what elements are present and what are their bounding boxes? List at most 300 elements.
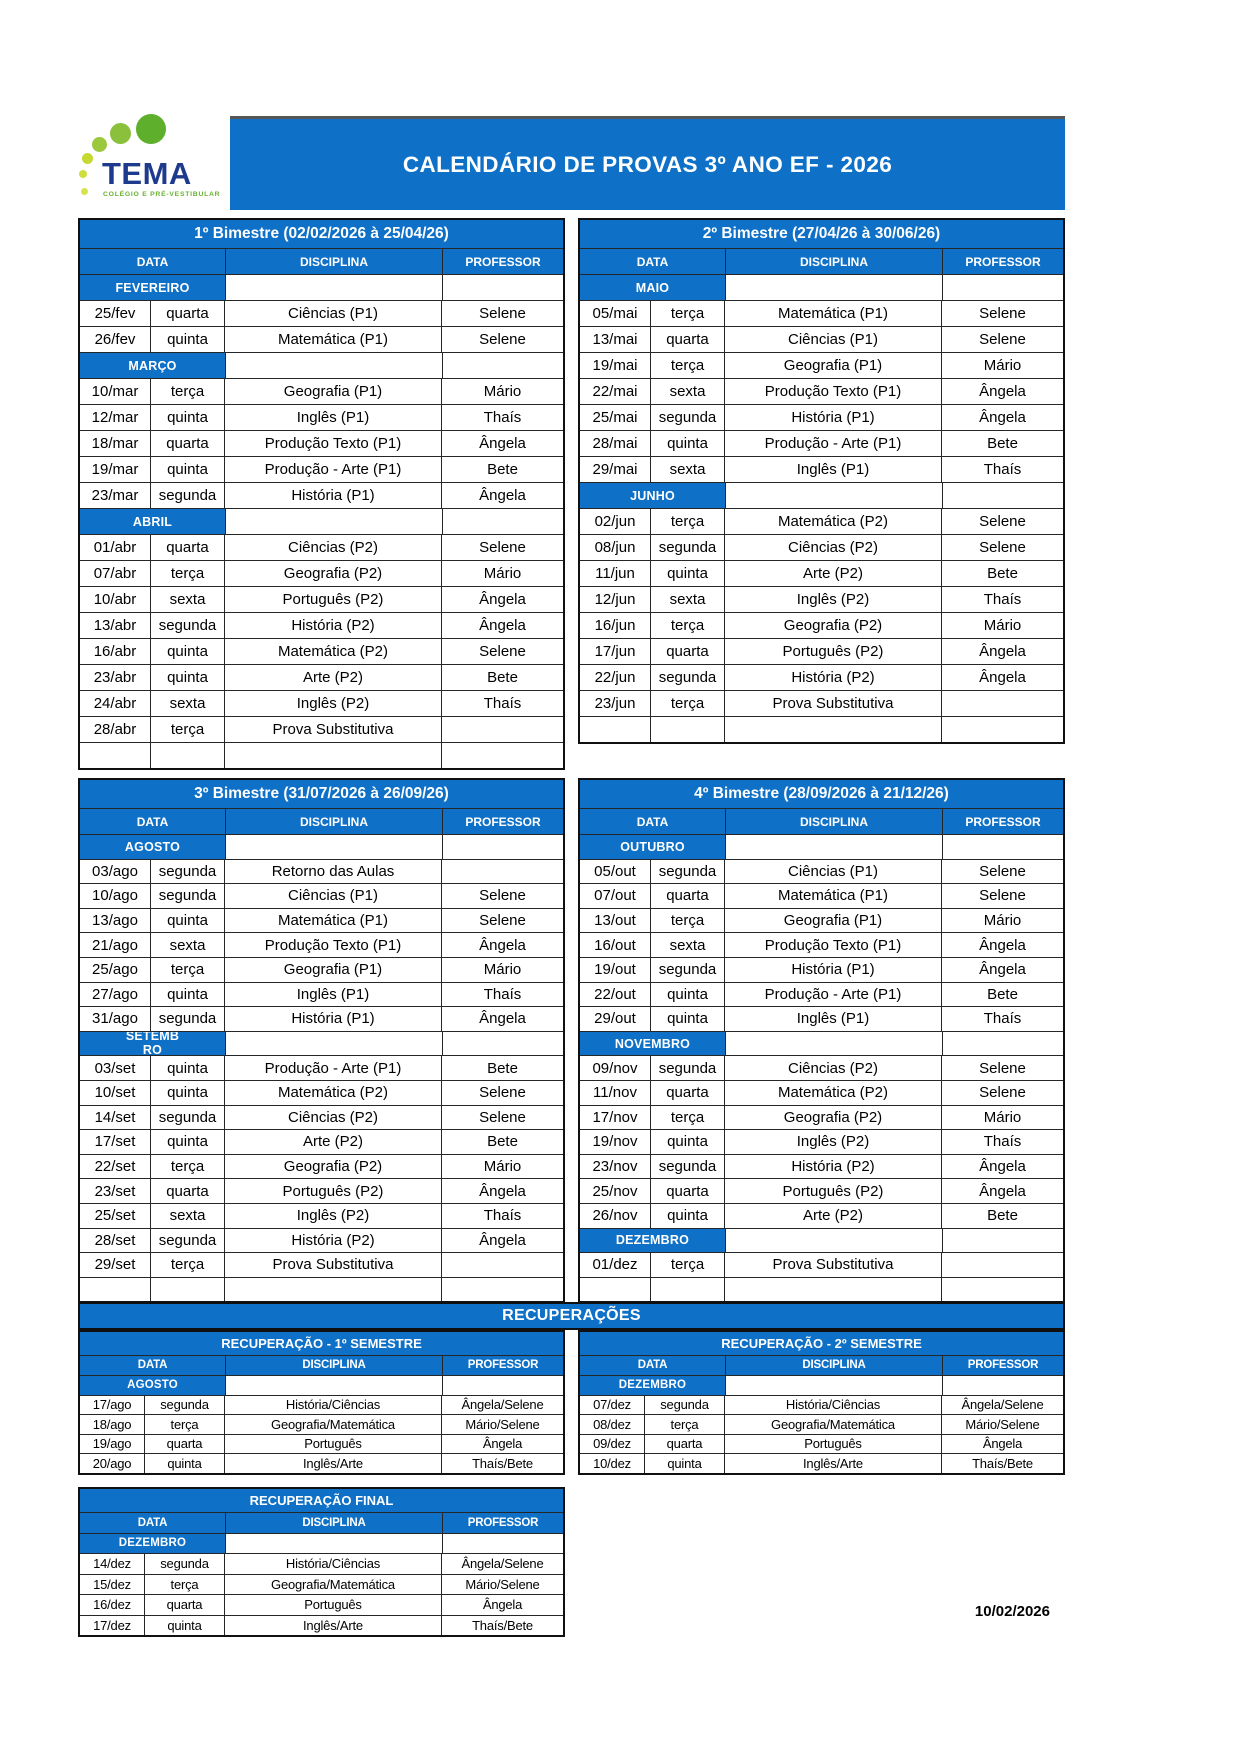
bimestre-3-table (78, 778, 565, 1303)
recuperacao-1-semestre-table (78, 1330, 565, 1475)
exam-weekday-cell: segunda (650, 405, 724, 430)
exam-subject-cell: Português (724, 1435, 941, 1454)
exam-weekday-cell: quinta (650, 1007, 724, 1031)
exam-date-cell: 17/set (94, 1133, 136, 1151)
month-cell: NOVEMBRO (580, 1032, 725, 1056)
exam-date-cell: 10/mar (91, 383, 139, 400)
exam-weekday-cell: terça (144, 1575, 224, 1595)
column-header-professor: PROFESSOR (442, 809, 563, 834)
table-row (80, 430, 563, 456)
exam-teacher-cell: Selene (441, 1106, 563, 1130)
exam-teacher-cell: Ângela (941, 665, 1063, 690)
exam-date-cell: 26/nov (592, 1207, 638, 1225)
month-row (80, 352, 563, 378)
column-header-professor: PROFESSOR (442, 1356, 563, 1375)
exam-date-cell: 25/mai (592, 409, 638, 426)
empty-cell (941, 717, 1063, 742)
column-header-disciplina: DISCIPLINA (225, 249, 442, 274)
logo-dot (136, 114, 166, 144)
exam-teacher-cell: Ângela/Selene (441, 1554, 563, 1574)
exam-subject-cell: Geografia (P1) (224, 379, 441, 404)
exam-teacher-cell: Thaís (941, 457, 1063, 482)
empty-cell (80, 743, 150, 768)
exam-weekday-cell: quarta (150, 1179, 224, 1203)
exam-weekday-cell: segunda (650, 1155, 724, 1179)
exam-date-cell: 23/set (94, 1182, 136, 1200)
table-row (580, 690, 1063, 716)
logo-dot (110, 123, 131, 144)
column-header-disciplina: DISCIPLINA (725, 1356, 942, 1375)
exam-date-cell: 23/abr (93, 669, 137, 686)
logo-text: TEMA (102, 156, 192, 191)
exam-teacher-cell: Selene (941, 1081, 1063, 1105)
empty-cell (725, 275, 942, 300)
table-row (80, 664, 563, 690)
exam-subject-cell: Matemática (P2) (224, 639, 441, 664)
table-row (580, 1395, 1063, 1415)
month-row (80, 1031, 563, 1056)
empty-row (580, 716, 1063, 742)
exam-weekday-cell: segunda (150, 483, 224, 508)
exam-weekday-cell: quarta (650, 1179, 724, 1203)
table-row (580, 1129, 1063, 1154)
table-row (580, 1105, 1063, 1130)
exam-teacher-cell: Thaís (441, 691, 563, 716)
empty-cell (724, 717, 941, 742)
exam-weekday-cell: segunda (150, 1007, 224, 1031)
logo-dot (79, 170, 87, 178)
exam-weekday-cell: terça (144, 1415, 224, 1434)
month-row (580, 1228, 1063, 1253)
exam-subject-cell: Matemática (P1) (724, 301, 941, 326)
exam-weekday-cell: terça (150, 1253, 224, 1277)
exam-subject-cell: Matemática (P1) (724, 884, 941, 908)
table-title: RECUPERAÇÃO FINAL (80, 1489, 563, 1512)
exam-date-cell: 18/mar (91, 435, 139, 452)
exam-date-cell: 23/nov (592, 1158, 638, 1176)
table-row (80, 612, 563, 638)
exam-subject-cell: História (P2) (224, 613, 441, 638)
exam-subject-cell: Português (P2) (224, 587, 441, 612)
table-row (580, 1414, 1063, 1434)
exam-subject-cell: História (P2) (724, 1155, 941, 1179)
exam-date-cell: 25/ago (92, 961, 138, 979)
exam-subject-cell: Arte (P2) (224, 1130, 441, 1154)
table-row (580, 1055, 1063, 1080)
exam-weekday-cell: segunda (150, 1106, 224, 1130)
table-row (580, 982, 1063, 1007)
exam-teacher-cell: Ângela (441, 613, 563, 638)
exam-weekday-cell: quarta (650, 1081, 724, 1105)
exam-weekday-cell: quinta (644, 1454, 724, 1473)
table-row (80, 1414, 563, 1434)
exam-date-cell: 01/abr (93, 539, 137, 556)
table-row (580, 1006, 1063, 1031)
table-row (580, 508, 1063, 534)
month-row (580, 1375, 1063, 1395)
table-row (80, 883, 563, 908)
exam-date-cell: 19/mar (91, 461, 139, 478)
exam-teacher-cell: Ângela (941, 1435, 1063, 1454)
exam-weekday-cell: quinta (144, 1454, 224, 1473)
table-header-row (80, 248, 563, 274)
exam-subject-cell: Ciências (P2) (224, 535, 441, 560)
table-row (580, 1178, 1063, 1203)
exam-date-cell: 16/abr (93, 643, 137, 660)
recuperacao-2-semestre-table (578, 1330, 1065, 1475)
empty-cell (442, 1376, 563, 1395)
exam-date-cell: 15/dez (93, 1576, 131, 1592)
exam-date-cell: 28/abr (93, 721, 137, 738)
logo-tagline: COLÉGIO E PRÉ-VESTIBULAR (103, 191, 221, 198)
exam-teacher-cell: Selene (941, 509, 1063, 534)
exam-weekday-cell: segunda (650, 1056, 724, 1080)
exam-weekday-cell: terça (644, 1415, 724, 1434)
exam-weekday-cell: segunda (144, 1554, 224, 1574)
exam-subject-cell: Ciências (P1) (724, 860, 941, 884)
month-cell: AGOSTO (80, 1376, 225, 1395)
exam-teacher-cell (441, 860, 563, 884)
column-header-disciplina: DISCIPLINA (225, 1356, 442, 1375)
column-header-data: DATA (580, 809, 725, 834)
empty-cell (942, 483, 1063, 508)
exam-teacher-cell: Selene (441, 909, 563, 933)
empty-cell (941, 1278, 1063, 1302)
exam-date-cell: 01/dez (592, 1256, 638, 1274)
exam-teacher-cell: Bete (441, 1056, 563, 1080)
exam-date-cell: 17/dez (93, 1617, 131, 1633)
exam-subject-cell: Geografia/Matemática (224, 1575, 441, 1595)
exam-weekday-cell: segunda (150, 613, 224, 638)
bimestre-1-table (78, 218, 565, 770)
exam-teacher-cell: Ângela (941, 1155, 1063, 1179)
exam-date-cell: 07/dez (593, 1397, 631, 1413)
empty-cell (942, 275, 1063, 300)
exam-date-cell: 11/nov (593, 1084, 637, 1102)
table-row (80, 1154, 563, 1179)
exam-teacher-cell: Mário (441, 561, 563, 586)
exam-date-cell: 19/out (594, 961, 636, 979)
table-row (580, 859, 1063, 884)
table-row (80, 1395, 563, 1415)
empty-cell (650, 717, 724, 742)
exam-subject-cell: Matemática (P1) (224, 327, 441, 352)
column-header-professor: PROFESSOR (442, 1513, 563, 1533)
exam-teacher-cell: Ângela (941, 933, 1063, 957)
exam-date-cell: 08/jun (594, 539, 636, 556)
exam-date-cell: 08/dez (593, 1416, 631, 1432)
month-row (80, 834, 563, 859)
month-cell: MAIO (580, 275, 725, 300)
exam-date-cell: 23/mar (91, 487, 139, 504)
month-cell: DEZEMBRO (80, 1534, 225, 1554)
empty-cell (441, 743, 563, 768)
exam-date-cell: 22/mai (592, 383, 638, 400)
empty-cell (724, 1278, 941, 1302)
exam-weekday-cell: quinta (650, 561, 724, 586)
month-row (80, 1533, 563, 1554)
exam-subject-cell: Produção Texto (P1) (224, 933, 441, 957)
exam-weekday-cell: quinta (650, 1204, 724, 1228)
table-row (80, 1105, 563, 1130)
table-row (80, 1006, 563, 1031)
recuperacao-final-table (78, 1487, 565, 1637)
exam-date-cell: 16/jun (594, 617, 636, 634)
exam-teacher-cell: Ângela (441, 933, 563, 957)
exam-teacher-cell: Mário (441, 379, 563, 404)
table-row (580, 664, 1063, 690)
exam-date-cell: 29/set (94, 1256, 136, 1274)
exam-weekday-cell: quinta (150, 665, 224, 690)
exam-teacher-cell: Ângela (441, 1229, 563, 1253)
exam-subject-cell: Produção Texto (P1) (724, 379, 941, 404)
exam-date-cell: 12/mar (91, 409, 139, 426)
exam-date-cell: 19/mai (592, 357, 638, 374)
table-row (80, 908, 563, 933)
exam-teacher-cell: Bete (941, 1204, 1063, 1228)
exam-subject-cell: Português (224, 1595, 441, 1615)
recuperacoes-banner-label: RECUPERAÇÕES (502, 1307, 641, 1324)
exam-weekday-cell: terça (650, 613, 724, 638)
exam-subject-cell: Geografia (P2) (724, 1106, 941, 1130)
table-row (80, 1178, 563, 1203)
exam-subject-cell: Português (224, 1435, 441, 1454)
exam-date-cell: 22/out (594, 985, 636, 1003)
exam-teacher-cell: Bete (441, 1130, 563, 1154)
exam-weekday-cell: sexta (150, 1204, 224, 1228)
empty-cell (442, 1534, 563, 1554)
exam-date-cell: 25/fev (94, 305, 136, 322)
exam-subject-cell: Prova Substitutiva (224, 717, 441, 742)
exam-subject-cell: Ciências (P1) (224, 301, 441, 326)
empty-cell (942, 1229, 1063, 1253)
exam-teacher-cell: Selene (941, 860, 1063, 884)
exam-weekday-cell: terça (650, 1106, 724, 1130)
exam-teacher-cell: Selene (441, 1081, 563, 1105)
month-cell: ABRIL (80, 509, 225, 534)
exam-date-cell: 27/ago (92, 985, 138, 1003)
table-row (80, 1574, 563, 1595)
page-title: CALENDÁRIO DE PROVAS 3º ANO EF - 2026 (402, 151, 893, 177)
exam-weekday-cell: terça (650, 301, 724, 326)
table-header-row (80, 1355, 563, 1375)
exam-date-cell: 10/ago (92, 887, 138, 905)
column-header-data: DATA (580, 1356, 725, 1375)
exam-date-cell: 13/out (594, 912, 636, 930)
exam-weekday-cell: quinta (150, 1056, 224, 1080)
exam-subject-cell: Geografia/Matemática (224, 1415, 441, 1434)
month-cell: MARÇO (80, 353, 225, 378)
table-row (80, 690, 563, 716)
exam-subject-cell: Inglês (P1) (724, 457, 941, 482)
exam-teacher-cell: Bete (941, 983, 1063, 1007)
empty-cell (725, 1376, 942, 1395)
table-row (80, 326, 563, 352)
exam-subject-cell: Produção Texto (P1) (724, 933, 941, 957)
exam-subject-cell: Inglês (P2) (224, 691, 441, 716)
table-row (580, 560, 1063, 586)
exam-date-cell: 28/set (94, 1231, 136, 1249)
exam-date-cell: 11/jun (595, 565, 635, 582)
school-logo (78, 114, 230, 198)
exam-teacher-cell: Ângela (441, 1179, 563, 1203)
exam-teacher-cell: Ângela (941, 405, 1063, 430)
empty-cell (725, 1229, 942, 1253)
exam-teacher-cell: Mário/Selene (441, 1575, 563, 1595)
exam-subject-cell: Inglês (P1) (724, 1007, 941, 1031)
column-header-disciplina: DISCIPLINA (225, 809, 442, 834)
table-row (80, 1203, 563, 1228)
table-row (80, 300, 563, 326)
exam-weekday-cell: quarta (144, 1435, 224, 1454)
column-header-professor: PROFESSOR (942, 249, 1063, 274)
empty-cell (225, 275, 442, 300)
exam-date-cell: 28/mai (592, 435, 638, 452)
month-cell: FEVEREIRO (80, 275, 225, 300)
table-row (580, 404, 1063, 430)
table-row (580, 326, 1063, 352)
exam-teacher-cell: Selene (441, 639, 563, 664)
exam-teacher-cell: Mário (941, 909, 1063, 933)
exam-date-cell: 20/ago (92, 1455, 132, 1471)
empty-cell (225, 835, 442, 859)
exam-weekday-cell: quinta (650, 983, 724, 1007)
month-cell: AGOSTO (80, 835, 225, 859)
bimestre-2-table (578, 218, 1065, 744)
exam-date-cell: 25/nov (592, 1182, 638, 1200)
exam-weekday-cell: terça (650, 509, 724, 534)
table-row (580, 1203, 1063, 1228)
table-row (80, 957, 563, 982)
exam-weekday-cell: terça (650, 1253, 724, 1277)
table-row (580, 456, 1063, 482)
footer-date: 10/02/2026 (974, 1603, 1050, 1620)
exam-weekday-cell: quinta (150, 457, 224, 482)
exam-teacher-cell: Ângela (441, 587, 563, 612)
table-row (580, 612, 1063, 638)
logo-dot (82, 153, 93, 164)
exam-subject-cell: Produção - Arte (P1) (224, 1056, 441, 1080)
exam-teacher-cell (441, 717, 563, 742)
exam-subject-cell: Geografia (P2) (224, 561, 441, 586)
exam-subject-cell: Português (P2) (724, 639, 941, 664)
column-header-professor: PROFESSOR (442, 249, 563, 274)
exam-date-cell: 29/out (594, 1010, 636, 1028)
exam-date-cell: 14/set (94, 1108, 136, 1126)
table-row (80, 586, 563, 612)
table-row (580, 1252, 1063, 1277)
month-row (580, 1031, 1063, 1056)
exam-date-cell: 31/ago (92, 1010, 138, 1028)
empty-cell (942, 835, 1063, 859)
month-row (580, 274, 1063, 300)
exam-weekday-cell: terça (150, 958, 224, 982)
exam-teacher-cell: Thaís (941, 1130, 1063, 1154)
table-row (80, 982, 563, 1007)
table-row (80, 482, 563, 508)
exam-subject-cell: Geografia (P1) (724, 353, 941, 378)
empty-cell (442, 1032, 563, 1056)
exam-date-cell: 29/mai (592, 461, 638, 478)
exam-teacher-cell (941, 691, 1063, 716)
empty-row (80, 742, 563, 768)
table-title: 4º Bimestre (28/09/2026 à 21/12/26) (580, 780, 1063, 808)
exam-subject-cell: Produção - Arte (P1) (724, 431, 941, 456)
exam-teacher-cell: Bete (441, 665, 563, 690)
table-row (580, 352, 1063, 378)
exam-date-cell: 14/dez (93, 1556, 131, 1572)
exam-teacher-cell: Bete (941, 431, 1063, 456)
exam-subject-cell: Arte (P2) (724, 561, 941, 586)
exam-subject-cell: História (P1) (224, 483, 441, 508)
exam-subject-cell: Produção Texto (P1) (224, 431, 441, 456)
exam-teacher-cell: Selene (941, 884, 1063, 908)
exam-weekday-cell: quinta (150, 1081, 224, 1105)
exam-date-cell: 23/jun (594, 695, 636, 712)
exam-weekday-cell: quinta (650, 1130, 724, 1154)
table-row (80, 1434, 563, 1454)
empty-cell (580, 1278, 650, 1302)
exam-weekday-cell: quinta (650, 431, 724, 456)
table-title: 2º Bimestre (27/04/26 à 30/06/26) (580, 220, 1063, 248)
exam-weekday-cell: segunda (144, 1396, 224, 1415)
table-row (580, 908, 1063, 933)
exam-date-cell: 17/jun (594, 643, 636, 660)
table-row (80, 932, 563, 957)
empty-cell (725, 483, 942, 508)
exam-weekday-cell: terça (150, 717, 224, 742)
table-row (580, 586, 1063, 612)
exam-weekday-cell: quarta (644, 1435, 724, 1454)
exam-subject-cell: Ciências (P2) (724, 535, 941, 560)
column-header-professor: PROFESSOR (942, 1356, 1063, 1375)
table-row (580, 932, 1063, 957)
exam-weekday-cell: terça (650, 353, 724, 378)
column-header-data: DATA (80, 1513, 225, 1533)
exam-teacher-cell: Ângela (441, 1435, 563, 1454)
exam-subject-cell: Geografia (P2) (724, 613, 941, 638)
table-row (580, 1453, 1063, 1473)
exam-weekday-cell: segunda (650, 535, 724, 560)
exam-subject-cell: Produção - Arte (P1) (224, 457, 441, 482)
empty-cell (442, 275, 563, 300)
exam-teacher-cell: Mário (441, 1155, 563, 1179)
month-cell: SETEMBRO (80, 1032, 225, 1056)
exam-subject-cell: Retorno das Aulas (224, 860, 441, 884)
exam-subject-cell: Geografia (P1) (724, 909, 941, 933)
exam-date-cell: 13/abr (93, 617, 137, 634)
table-row (80, 638, 563, 664)
exam-teacher-cell: Selene (941, 327, 1063, 352)
table-header-row (580, 248, 1063, 274)
exam-teacher-cell (941, 1253, 1063, 1277)
exam-weekday-cell: sexta (150, 691, 224, 716)
table-row (80, 534, 563, 560)
exam-weekday-cell: sexta (650, 933, 724, 957)
exam-date-cell: 03/ago (92, 862, 138, 880)
empty-cell (225, 1376, 442, 1395)
empty-cell (225, 1032, 442, 1056)
exam-teacher-cell: Selene (441, 327, 563, 352)
exam-teacher-cell: Thaís (441, 405, 563, 430)
exam-weekday-cell: quarta (650, 639, 724, 664)
exam-subject-cell: Ciências (P1) (224, 884, 441, 908)
column-header-data: DATA (580, 249, 725, 274)
exam-subject-cell: Geografia (P1) (224, 958, 441, 982)
exam-weekday-cell: quarta (150, 535, 224, 560)
exam-teacher-cell: Bete (941, 561, 1063, 586)
empty-row (80, 1277, 563, 1302)
